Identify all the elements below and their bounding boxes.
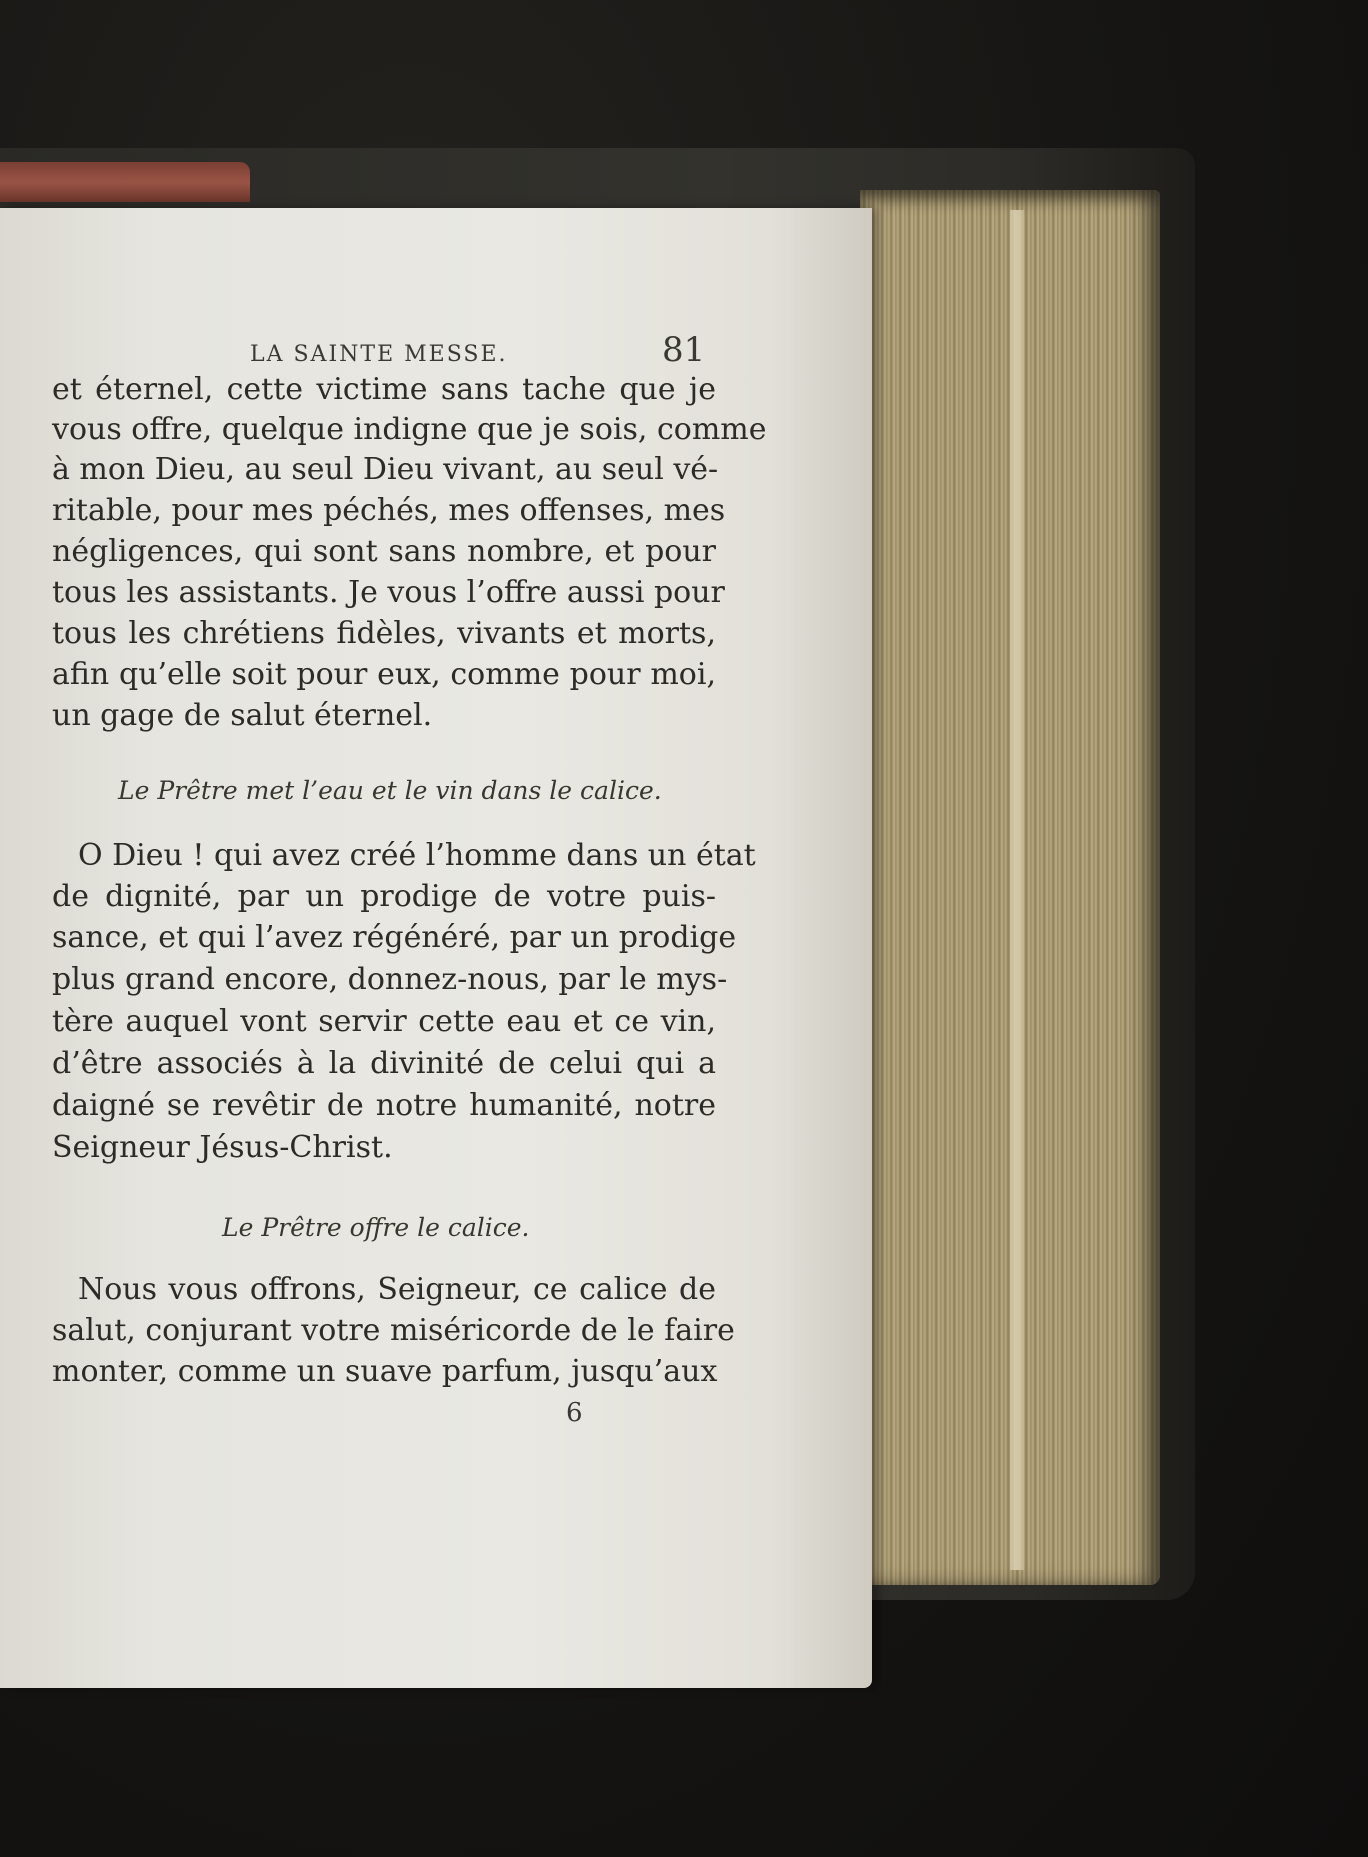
text-line: vous offre, quelque indigne que je sois, comme xyxy=(52,412,767,447)
text-line: plus grand encore, donnez-nous, par le mys- xyxy=(52,962,728,997)
text-line: et éternel, cette victime sans tache que je xyxy=(52,372,716,407)
running-title: LA SAINTE MESSE. xyxy=(250,342,508,367)
text-line: un gage de salut éternel. xyxy=(52,698,433,733)
rubric-offers-chalice: Le Prêtre offre le calice. xyxy=(222,1213,530,1242)
text-line: afin qu’elle soit pour eux, comme pour moi, xyxy=(52,657,716,692)
text-line: monter, comme un suave parfum, jusqu’aux xyxy=(52,1354,718,1389)
text-line: négligences, qui sont sans nombre, et pour xyxy=(52,534,716,569)
text-line: d’être associés à la divinité de celui qui a xyxy=(52,1046,716,1081)
text-line: daigné se revêtir de notre humanité, notre xyxy=(52,1088,716,1123)
text-line: sance, et qui l’avez régénéré, par un prodige xyxy=(52,920,737,955)
text-line: ritable, pour mes péchés, mes offenses, mes xyxy=(52,493,726,528)
rubric-water-and-wine: Le Prêtre met l’eau et le vin dans le calice. xyxy=(118,776,662,805)
page-edge-highlight xyxy=(1010,210,1024,1570)
page-number: 81 xyxy=(662,330,706,370)
text-line: Nous vous offrons, Seigneur, ce calice de xyxy=(78,1272,716,1307)
text-line: tère auquel vont servir cette eau et ce vin, xyxy=(52,1004,716,1039)
text-line: O Dieu ! qui avez créé l’homme dans un état xyxy=(78,838,756,873)
text-line: Seigneur Jésus-Christ. xyxy=(52,1130,393,1165)
text-line: salut, conjurant votre miséricorde de le faire xyxy=(52,1313,735,1348)
book-cover-spine-strip xyxy=(0,162,250,202)
text-line: tous les chrétiens fidèles, vivants et morts, xyxy=(52,616,716,651)
signature-mark: 6 xyxy=(566,1398,583,1428)
text-line: de dignité, par un prodige de votre puis- xyxy=(52,879,716,914)
text-line: tous les assistants. Je vous l’offre aussi pour xyxy=(52,575,725,610)
text-line: à mon Dieu, au seul Dieu vivant, au seul vé- xyxy=(52,452,719,487)
